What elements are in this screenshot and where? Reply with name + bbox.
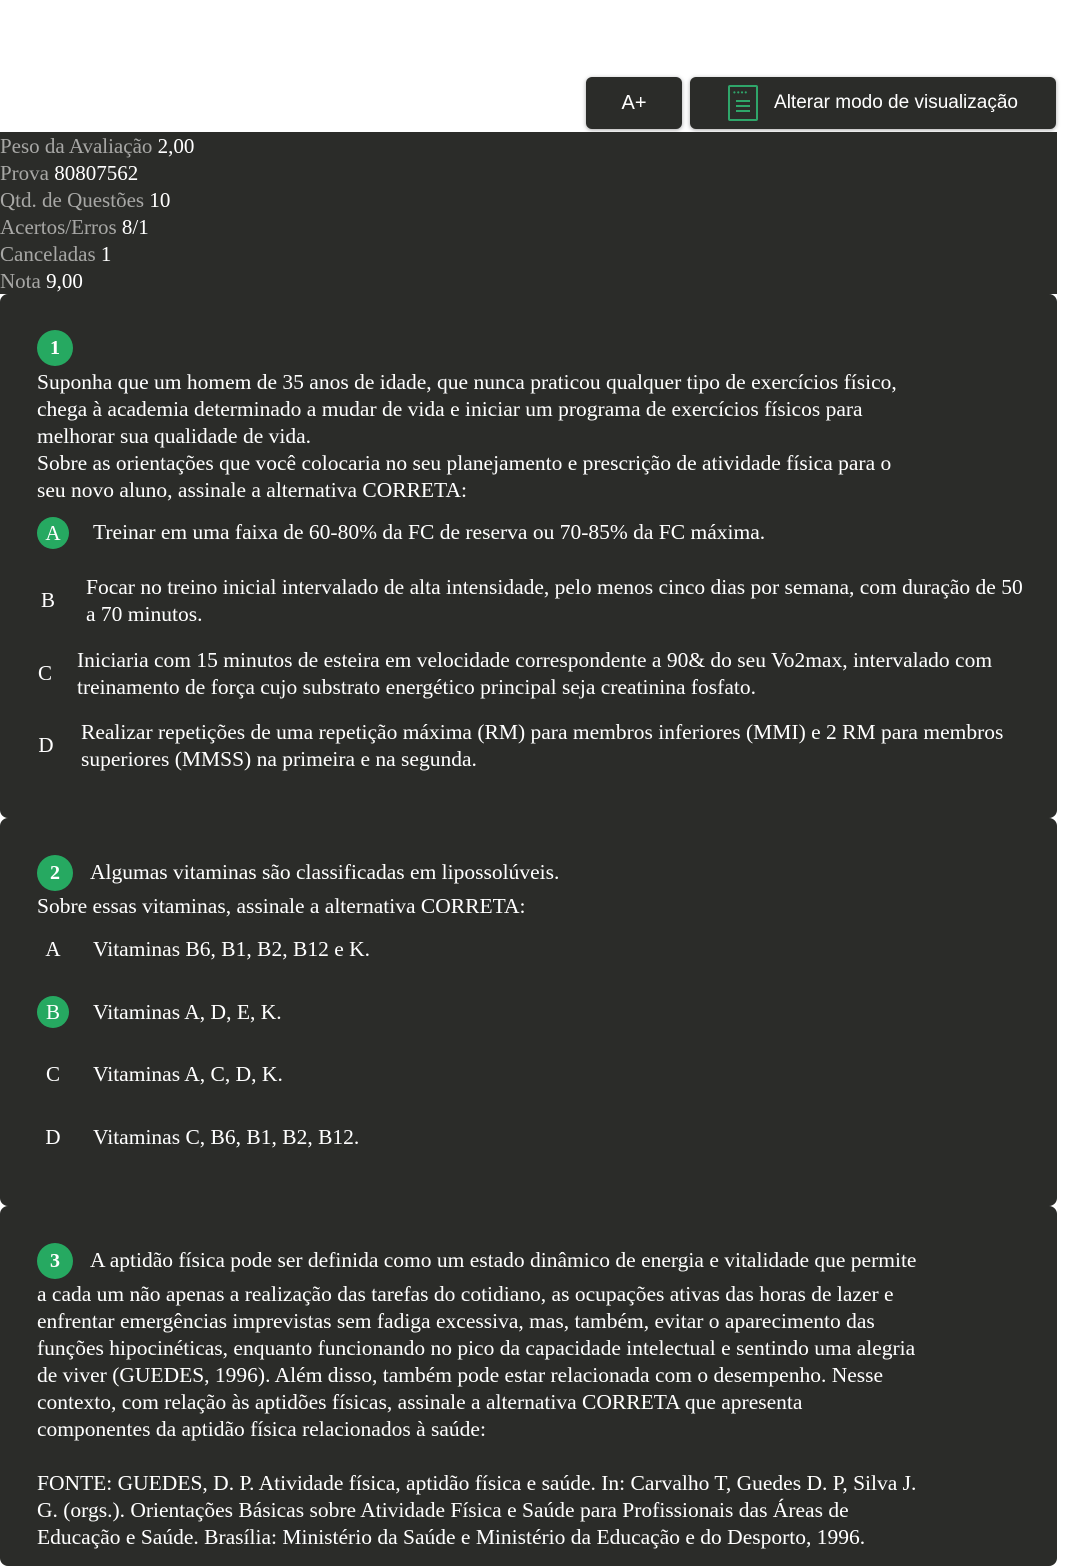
- option-d[interactable]: [0, 719, 1057, 775]
- question-card-2: [0, 818, 1057, 1206]
- summary-score: Acertos/Erros 8/1: [0, 215, 149, 239]
- top-toolbar: [0, 0, 1067, 132]
- option-letter-correct: A: [37, 517, 69, 549]
- option-a[interactable]: [0, 933, 1057, 967]
- option-text: Vitaminas A, C, D, K.: [93, 1062, 283, 1086]
- question-card-3: [0, 1206, 1057, 1566]
- option-letter: B: [40, 587, 55, 612]
- option-a[interactable]: [0, 516, 1057, 550]
- option-letter-correct: B: [37, 996, 69, 1028]
- option-letter: C: [45, 1061, 60, 1086]
- exam-summary: [0, 132, 1057, 294]
- summary-exam: Prova 80807562: [0, 161, 139, 185]
- option-letter: D: [45, 1124, 61, 1149]
- option-text: Vitaminas B6, B1, B2, B12 e K.: [93, 937, 371, 961]
- summary-questions: Qtd. de Questões 10: [0, 188, 171, 212]
- summary-cancelled: Canceladas 1: [0, 242, 112, 266]
- option-letter: C: [37, 660, 52, 685]
- question-number-badge: 1: [37, 330, 73, 366]
- question-text: a cada um não apenas a realização das tarefas do cotidiano, as ocupações ativas das horas de lazer e enfrentar emergências imprevistas sem fadiga excessiva, mas, também, evitar o aparecimento das funções hipocinéticas, enquanto funcionando no pico da capacidade intelectual e sentindo uma alegria de viver (GUEDES, 1996). Além disso, também pode estar relacionada com o desempenho. Nesse contexto, com relação às aptidões físicas, assinale a alternativa CORRETA que apresenta componentes da aptidão física relacionados à saúde:: [37, 1282, 916, 1441]
- question-source: FONTE: GUEDES, D. P. Atividade física, aptidão física e saúde. In: Carvalho T, Guedes D. P, Silva J. G. (orgs.). Orientações Básicas sobre Atividade Física e Saúde para Profissionais das Áreas de Educação e Saúde. Brasília: Ministério da Saúde e Ministério da Educação e do Desporto, 1996.: [37, 1471, 917, 1549]
- question-text-first-line: Algumas vitaminas são classificadas em lipossolúveis.: [90, 860, 560, 884]
- change-view-mode-button[interactable]: [690, 77, 1056, 129]
- summary-weight: Peso da Avaliação 2,00: [0, 134, 195, 158]
- option-b[interactable]: [0, 574, 1057, 630]
- option-c[interactable]: [0, 1058, 1057, 1092]
- option-text: Iniciaria com 15 minutos de esteira em velocidade correspondente a 90& do seu Vo2max, intervalado com treinamento de força cujo substrato energético principal seja creatinina fosfato.: [77, 648, 993, 699]
- question-text: Sobre essas vitaminas, assinale a alternativa CORRETA:: [37, 894, 526, 918]
- question-text: Suponha que um homem de 35 anos de idade, que nunca praticou qualquer tipo de exercícios físico, chega à academia determinado a mudar de vida e iniciar um programa de exercícios físicos para melhorar sua qualidade de vida. Sobre as orientações que você colocaria no seu planejamento e prescrição de atividade física para o seu novo aluno, assinale a alternativa CORRETA:: [37, 370, 897, 502]
- option-text: Treinar em uma faixa de 60-80% da FC de reserva ou 70-85% da FC máxima.: [93, 520, 766, 544]
- option-text: Realizar repetições de uma repetição máxima (RM) para membros inferiores (MMI) e 2 RM para membros superiores (MMSS) na primeira e na segunda.: [81, 720, 1004, 771]
- question-card-1: [0, 294, 1057, 818]
- option-text: Focar no treino inicial intervalado de alta intensidade, pelo menos cinco dias por semana, com duração de 50 a 70 minutos.: [86, 575, 1023, 626]
- option-d[interactable]: [0, 1121, 1057, 1155]
- change-view-mode-label: Alterar modo de visualização: [774, 92, 1018, 113]
- option-text: Vitaminas C, B6, B1, B2, B12.: [93, 1125, 360, 1149]
- summary-grade: Nota 9,00: [0, 269, 83, 293]
- question-number-badge: 2: [37, 855, 73, 891]
- document-view-icon: ••••: [728, 85, 758, 121]
- question-number-badge: 3: [37, 1243, 73, 1279]
- option-b[interactable]: [0, 996, 1057, 1030]
- option-c[interactable]: [0, 647, 1057, 703]
- option-letter: D: [38, 732, 54, 757]
- option-letter: A: [45, 936, 61, 961]
- question-text-first-line: A aptidão física pode ser definida como um estado dinâmico de energia e vitalidade que permite: [90, 1248, 917, 1272]
- font-size-increase-button[interactable]: A+: [586, 77, 682, 129]
- option-text: Vitaminas A, D, E, K.: [93, 1000, 282, 1024]
